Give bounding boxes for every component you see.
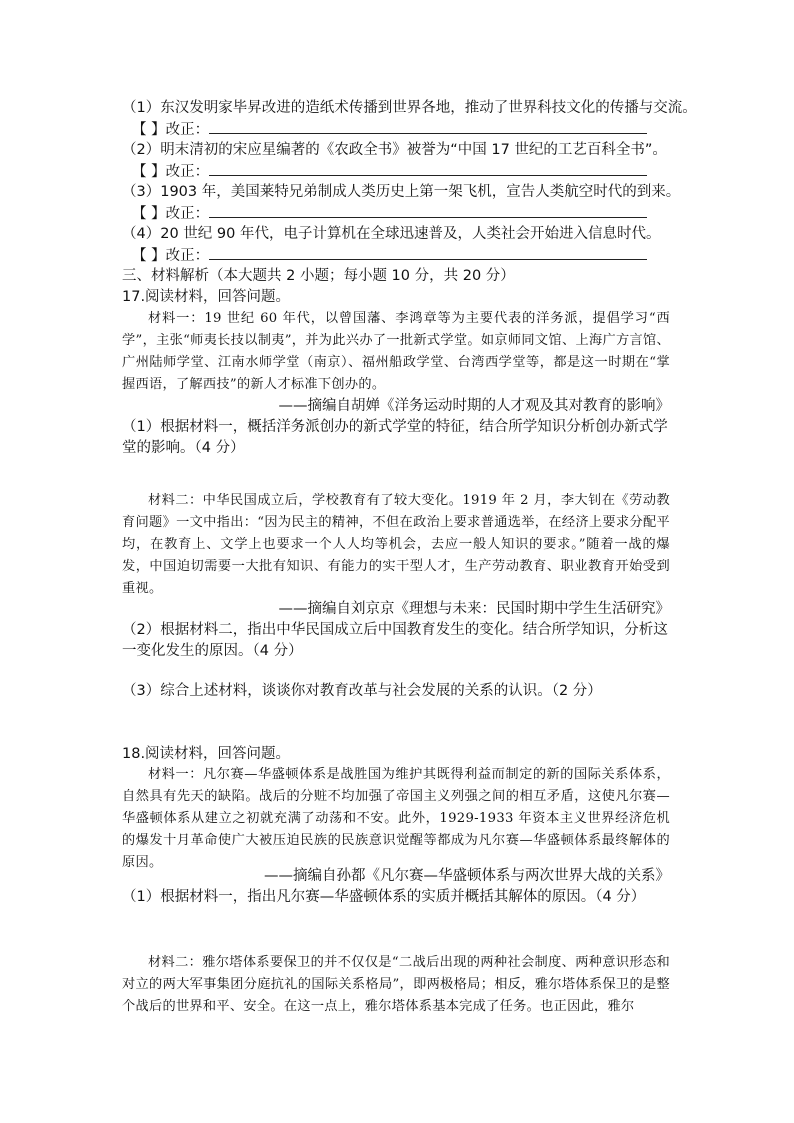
fix-label-1: 改正： [165, 122, 210, 138]
q17-question-3: （3）综合上述材料，谈谈你对教育改革与社会发展的关系的认识。（2 分） [122, 683, 602, 699]
judgement-bracket-3[interactable]: 【 】 [132, 206, 166, 222]
correction-blank-4[interactable] [209, 245, 647, 260]
judgement-bracket-2[interactable]: 【 】 [132, 164, 166, 180]
q17-source-1: ——摘编自胡婵《洋务运动时期的人才观及其对教育的影响》 [278, 398, 670, 414]
judgement-bracket-4[interactable]: 【 】 [132, 248, 166, 264]
answer-row-4 [132, 245, 647, 266]
statement-4: （4）20 世纪 90 年代，电子计算机在全球迅速普及，人类社会开始进入信息时代。 [122, 226, 661, 242]
q18-material-1: 材料一：凡尔赛—华盛顿体系是战胜国为维护其既得利益而制定的新的国际关系体系，自然具有先天的缺陷。战后的分赃不均加强了帝国主义列强之间的相互矛盾，这使凡尔赛—华盛顿体系从建立之初就充满了动荡和不安。此外，1929-1933 年资本主义世界经济危机的爆发十月革命使广大被压迫民族的民族意识觉醒等都成为凡尔赛—华盛顿体系最终解体的原因。 [122, 767, 670, 870]
statement-1: （1）东汉发明家毕昇改进的造纸术传播到世界各地，推动了世界科技文化的传播与交流。 [122, 100, 697, 116]
answer-row-3 [132, 203, 647, 224]
correction-blank-1[interactable] [209, 119, 647, 134]
statement-2: （2）明末清初的宋应星编著的《农政全书》被誉为“中国 17 世纪的工艺百科全书”。 [122, 142, 667, 158]
q17-source-2: ——摘编自刘京京《理想与未来：民国时期中学生生活研究》 [278, 601, 670, 617]
q18-source-1: ——摘编自孙都《凡尔赛—华盛顿体系与两次世界大战的关系》 [264, 868, 670, 884]
section-title: 三、材料解析（本大题共 2 小题；每小题 10 分，共 20 分） [122, 268, 515, 284]
q17-title: 17.阅读材料，回答问题。 [122, 289, 291, 305]
fix-label-4: 改正： [165, 248, 210, 264]
fix-label-2: 改正： [165, 164, 210, 180]
q18-question-1: （1）根据材料一，指出凡尔赛—华盛顿体系的实质并概括其解体的原因。（4 分） [122, 889, 646, 905]
q18-title: 18.阅读材料，回答问题。 [122, 746, 291, 762]
q17-material-2: 材料二：中华民国成立后，学校教育有了较大变化。1919 年 2 月，李大钊在《劳动教育问题》一文中指出：“因为民主的精神，不但在政治上要求普通选举，在经济上要求分配平均，在教育上、文学上也要求一个人人均等机会，去应一般人知识的要求。”随着一战的爆发，中国迫切需要一大批有知识、有能力的实干型人才，生产劳动教育、职业教育开始受到重视。 [122, 493, 670, 596]
q18-material-2: 材料二：雅尔塔体系要保卫的并不仅仅是“二战后出现的两种社会制度、两种意识形态和对立的两大军事集团分庭抗礼的国际关系格局”，即两极格局；相反，雅尔塔体系保卫的是整个战后的世界和平、安全。在这一点上，雅尔塔体系基本完成了任务。也正因此，雅尔 [122, 955, 670, 1014]
correction-blank-2[interactable] [209, 161, 647, 176]
fix-label-3: 改正： [165, 206, 210, 222]
q17-material-1: 材料一：19 世纪 60 年代，以曾国藩、李鸿章等为主要代表的洋务派，提倡学习“西学”，主张“师夷长技以制夷”，并为此兴办了一批新式学堂。如京师同文馆、上海广方言馆、广州陆师学堂、江南水师学堂（南京）、福州船政学堂、台湾西学堂等，都是这一时期在“掌握西语，了解西技”的新人才标准下创办的。 [122, 311, 670, 392]
judgement-bracket-1[interactable]: 【 】 [132, 122, 166, 138]
answer-row-1 [132, 119, 647, 140]
q17-question-2: （2）根据材料二，指出中华民国成立后中国教育发生的变化。结合所学知识，分析这一变化发生的原因。（4 分） [122, 622, 668, 659]
answer-row-2 [132, 161, 647, 182]
correction-blank-3[interactable] [209, 203, 647, 218]
q17-question-1: （1）根据材料一，概括洋务派创办的新式学堂的特征，结合所学知识分析创办新式学堂的影响。（4 分） [122, 419, 668, 456]
statement-3: （3）1903 年，美国莱特兄弟制成人类历史上第一架飞机，宣告人类航空时代的到来。 [122, 184, 681, 200]
